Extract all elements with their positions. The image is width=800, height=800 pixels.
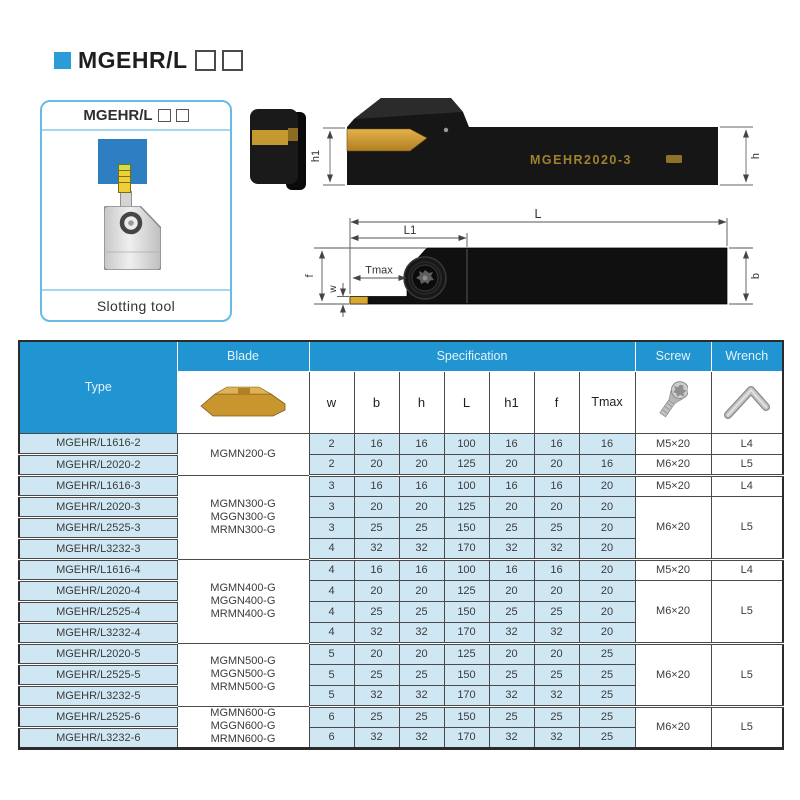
spec-value: 20 [399, 580, 444, 601]
spec-value: 25 [489, 601, 534, 622]
spec-value: 25 [354, 664, 399, 685]
spec-value: 20 [354, 643, 399, 664]
spec-value: 16 [399, 559, 444, 580]
spec-value: 20 [579, 622, 635, 643]
spec-value: 25 [354, 517, 399, 538]
spec-value: 25 [399, 664, 444, 685]
spec-value: 25 [579, 685, 635, 706]
spec-value: 25 [399, 517, 444, 538]
wrench-cell: L5 [711, 643, 783, 706]
wrench-cell: L4 [711, 475, 783, 496]
type-cell: MGEHR/L2020-3 [19, 496, 177, 517]
dim-label-f: f [304, 274, 316, 278]
spec-value: 4 [309, 601, 354, 622]
screw-cell: M6×20 [635, 706, 711, 748]
spec-value: 6 [309, 727, 354, 748]
spec-value: 20 [534, 580, 579, 601]
type-cell: MGEHR/L2525-4 [19, 601, 177, 622]
spec-value: 32 [354, 622, 399, 643]
screw-icon-cell [635, 371, 711, 433]
spec-value: 16 [354, 475, 399, 496]
spec-value: 25 [579, 727, 635, 748]
wrench-cell: L5 [711, 580, 783, 643]
table-row [19, 580, 783, 601]
tool-card-title: MGEHR/L [83, 107, 153, 124]
spec-value: 20 [354, 496, 399, 517]
page-title-text: MGEHR/L [78, 47, 188, 73]
tool-side-view-photo [347, 98, 718, 185]
spec-value: 20 [399, 454, 444, 475]
screw-cell: M5×20 [635, 475, 711, 496]
screw-cell: M6×20 [635, 496, 711, 559]
tool-line-drawing [350, 248, 727, 304]
spec-value: 100 [444, 433, 489, 454]
spec-value: 20 [489, 643, 534, 664]
type-cell: MGEHR/L1616-2 [19, 433, 177, 454]
insert-tip-graphic [350, 297, 368, 305]
spec-value: 32 [399, 727, 444, 748]
spec-value: 170 [444, 538, 489, 559]
insert-blade-graphic [118, 164, 131, 193]
dim-label-Tmax: Tmax [365, 264, 393, 277]
dim-label-h: h [750, 152, 762, 160]
brand-logo-mark [666, 155, 682, 163]
size-placeholder-square [176, 109, 189, 122]
spec-value: 32 [354, 727, 399, 748]
table-row [19, 559, 783, 580]
spec-col-f: f [534, 371, 579, 433]
spec-value: 20 [534, 643, 579, 664]
spec-value: 5 [309, 643, 354, 664]
type-cell: MGEHR/L2020-5 [19, 643, 177, 664]
type-cell: MGEHR/L2020-2 [19, 454, 177, 475]
spec-value: 5 [309, 664, 354, 685]
size-placeholder-square [222, 50, 243, 71]
spec-value: 20 [399, 643, 444, 664]
spec-col-b: b [354, 371, 399, 433]
table-row [19, 475, 783, 496]
type-cell: MGEHR/L3232-6 [19, 727, 177, 748]
dim-label-L1: L1 [403, 225, 417, 237]
type-cell: MGEHR/L2525-6 [19, 706, 177, 727]
spec-value: 20 [579, 601, 635, 622]
spec-value: 20 [579, 475, 635, 496]
title-bullet-square [54, 52, 71, 69]
spec-value: 20 [534, 496, 579, 517]
col-header-blade: Blade [177, 341, 309, 371]
screw-cell: M6×20 [635, 643, 711, 706]
spec-value: 20 [579, 496, 635, 517]
spec-value: 20 [399, 496, 444, 517]
wrench-cell: L5 [711, 496, 783, 559]
spec-value: 20 [579, 517, 635, 538]
spec-value: 3 [309, 496, 354, 517]
col-header-specification: Specification [309, 341, 635, 371]
spec-value: 25 [399, 706, 444, 727]
col-header-screw: Screw [635, 341, 711, 371]
spec-value: 25 [534, 706, 579, 727]
spec-value: 3 [309, 475, 354, 496]
tool-engraving: MGEHR2020-3 [530, 153, 632, 167]
spec-value: 32 [489, 538, 534, 559]
dimension-h1 [323, 128, 345, 185]
spec-value: 150 [444, 601, 489, 622]
type-cell: MGEHR/L3232-4 [19, 622, 177, 643]
spec-value: 16 [399, 433, 444, 454]
spec-value: 25 [579, 643, 635, 664]
spec-value: 25 [489, 517, 534, 538]
spec-value: 170 [444, 685, 489, 706]
insert-photo-icon [193, 379, 293, 423]
spec-value: 25 [534, 664, 579, 685]
spec-col-L: L [444, 371, 489, 433]
wrench-icon-cell [711, 371, 783, 433]
spec-value: 2 [309, 433, 354, 454]
spec-value: 125 [444, 496, 489, 517]
screw-cell: M5×20 [635, 433, 711, 454]
type-cell: MGEHR/L1616-4 [19, 559, 177, 580]
wrench-cell: L5 [711, 454, 783, 475]
spec-value: 6 [309, 706, 354, 727]
spec-value: 25 [534, 517, 579, 538]
screw-cell: M6×20 [635, 454, 711, 475]
table-row [19, 454, 783, 475]
spec-value: 20 [354, 580, 399, 601]
spec-value: 16 [399, 475, 444, 496]
spec-value: 5 [309, 685, 354, 706]
spec-value: 32 [534, 538, 579, 559]
spec-value: 20 [489, 580, 534, 601]
spec-value: 32 [399, 685, 444, 706]
spec-value: 16 [354, 433, 399, 454]
spec-value: 25 [579, 664, 635, 685]
spec-value: 25 [489, 664, 534, 685]
spec-value: 125 [444, 643, 489, 664]
dim-label-w: w [328, 285, 339, 293]
tool-card-footer [42, 289, 230, 320]
spec-value: 16 [534, 559, 579, 580]
slotting-tool-card [40, 100, 232, 322]
type-cell: MGEHR/L3232-5 [19, 685, 177, 706]
spec-col-h: h [399, 371, 444, 433]
size-placeholder-square [195, 50, 216, 71]
technical-illustration [240, 85, 795, 335]
spec-value: 20 [489, 496, 534, 517]
type-cell: MGEHR/L3232-3 [19, 538, 177, 559]
spec-value: 32 [489, 727, 534, 748]
spec-value: 25 [489, 706, 534, 727]
table-row [19, 643, 783, 664]
table-row [19, 496, 783, 517]
blade-insert-image [177, 371, 309, 433]
spec-value: 25 [354, 601, 399, 622]
spec-value: 150 [444, 664, 489, 685]
spec-value: 4 [309, 559, 354, 580]
spec-value: 20 [579, 538, 635, 559]
type-cell: MGEHR/L2525-5 [19, 664, 177, 685]
tool-card-header [42, 102, 230, 131]
dimension-h [720, 127, 753, 185]
screw-cell: M5×20 [635, 559, 711, 580]
hex-wrench-icon [719, 380, 775, 422]
spec-value: 25 [399, 601, 444, 622]
blade-cell: MGMN500-G MGGN500-G MRMN500-G [177, 643, 309, 706]
tool-card-caption: Slotting tool [96, 297, 176, 314]
blade-cell: MGMN600-G MGGN600-G MRMN600-G [177, 706, 309, 748]
wrench-cell: L4 [711, 433, 783, 454]
spec-value: 32 [489, 685, 534, 706]
wrench-cell: L4 [711, 559, 783, 580]
col-header-type: Type [19, 341, 177, 433]
dim-label-h1: h1 [310, 149, 322, 163]
spec-value: 170 [444, 622, 489, 643]
spec-value: 25 [354, 706, 399, 727]
spec-value: 16 [534, 433, 579, 454]
spec-value: 150 [444, 517, 489, 538]
spec-value: 16 [354, 559, 399, 580]
spec-value: 16 [579, 433, 635, 454]
spec-value: 4 [309, 580, 354, 601]
spec-value: 16 [489, 433, 534, 454]
wrench-cell: L5 [711, 706, 783, 748]
spec-value: 25 [534, 601, 579, 622]
blade-cell: MGMN200-G [177, 433, 309, 475]
spec-value: 32 [354, 685, 399, 706]
spec-value: 4 [309, 622, 354, 643]
type-cell: MGEHR/L2525-3 [19, 517, 177, 538]
blade-cell: MGMN300-G MGGN300-G MRMN300-G [177, 475, 309, 559]
spec-value: 32 [534, 622, 579, 643]
spec-col-w: w [309, 371, 354, 433]
type-cell: MGEHR/L1616-3 [19, 475, 177, 496]
spec-value: 16 [489, 559, 534, 580]
dim-label-b: b [750, 272, 762, 280]
spec-value: 125 [444, 580, 489, 601]
table-row [19, 706, 783, 727]
spec-value: 32 [489, 622, 534, 643]
dim-label-L: L [534, 207, 542, 221]
spec-value: 32 [534, 685, 579, 706]
spec-value: 20 [579, 559, 635, 580]
spec-value: 100 [444, 475, 489, 496]
spec-value: 20 [579, 580, 635, 601]
page-title [54, 47, 243, 74]
spec-col-Tmax: Tmax [579, 371, 635, 433]
col-header-wrench: Wrench [711, 341, 783, 371]
spec-value: 20 [489, 454, 534, 475]
spec-value: 125 [444, 454, 489, 475]
spec-value: 150 [444, 706, 489, 727]
specification-table [18, 340, 784, 750]
tool-body-graphic [104, 206, 161, 270]
blade-cell: MGMN400-G MGGN400-G MRMN400-G [177, 559, 309, 643]
type-cell: MGEHR/L2020-4 [19, 580, 177, 601]
screw-icon [658, 378, 688, 424]
screw-cell: M6×20 [635, 580, 711, 643]
spec-value: 32 [354, 538, 399, 559]
spec-value: 170 [444, 727, 489, 748]
spec-value: 3 [309, 517, 354, 538]
spec-value: 32 [399, 538, 444, 559]
spec-value: 2 [309, 454, 354, 475]
spec-value: 16 [534, 475, 579, 496]
spec-value: 20 [534, 454, 579, 475]
spec-value: 32 [534, 727, 579, 748]
spec-value: 25 [579, 706, 635, 727]
spec-value: 32 [399, 622, 444, 643]
table-row [19, 433, 783, 454]
size-placeholder-square [158, 109, 171, 122]
spec-value: 20 [354, 454, 399, 475]
spec-col-h1: h1 [489, 371, 534, 433]
clamp-screw-drawing [404, 257, 446, 299]
spec-value: 100 [444, 559, 489, 580]
spec-value: 16 [489, 475, 534, 496]
tool-end-view-photo [250, 109, 306, 190]
spec-value: 4 [309, 538, 354, 559]
spec-value: 16 [579, 454, 635, 475]
